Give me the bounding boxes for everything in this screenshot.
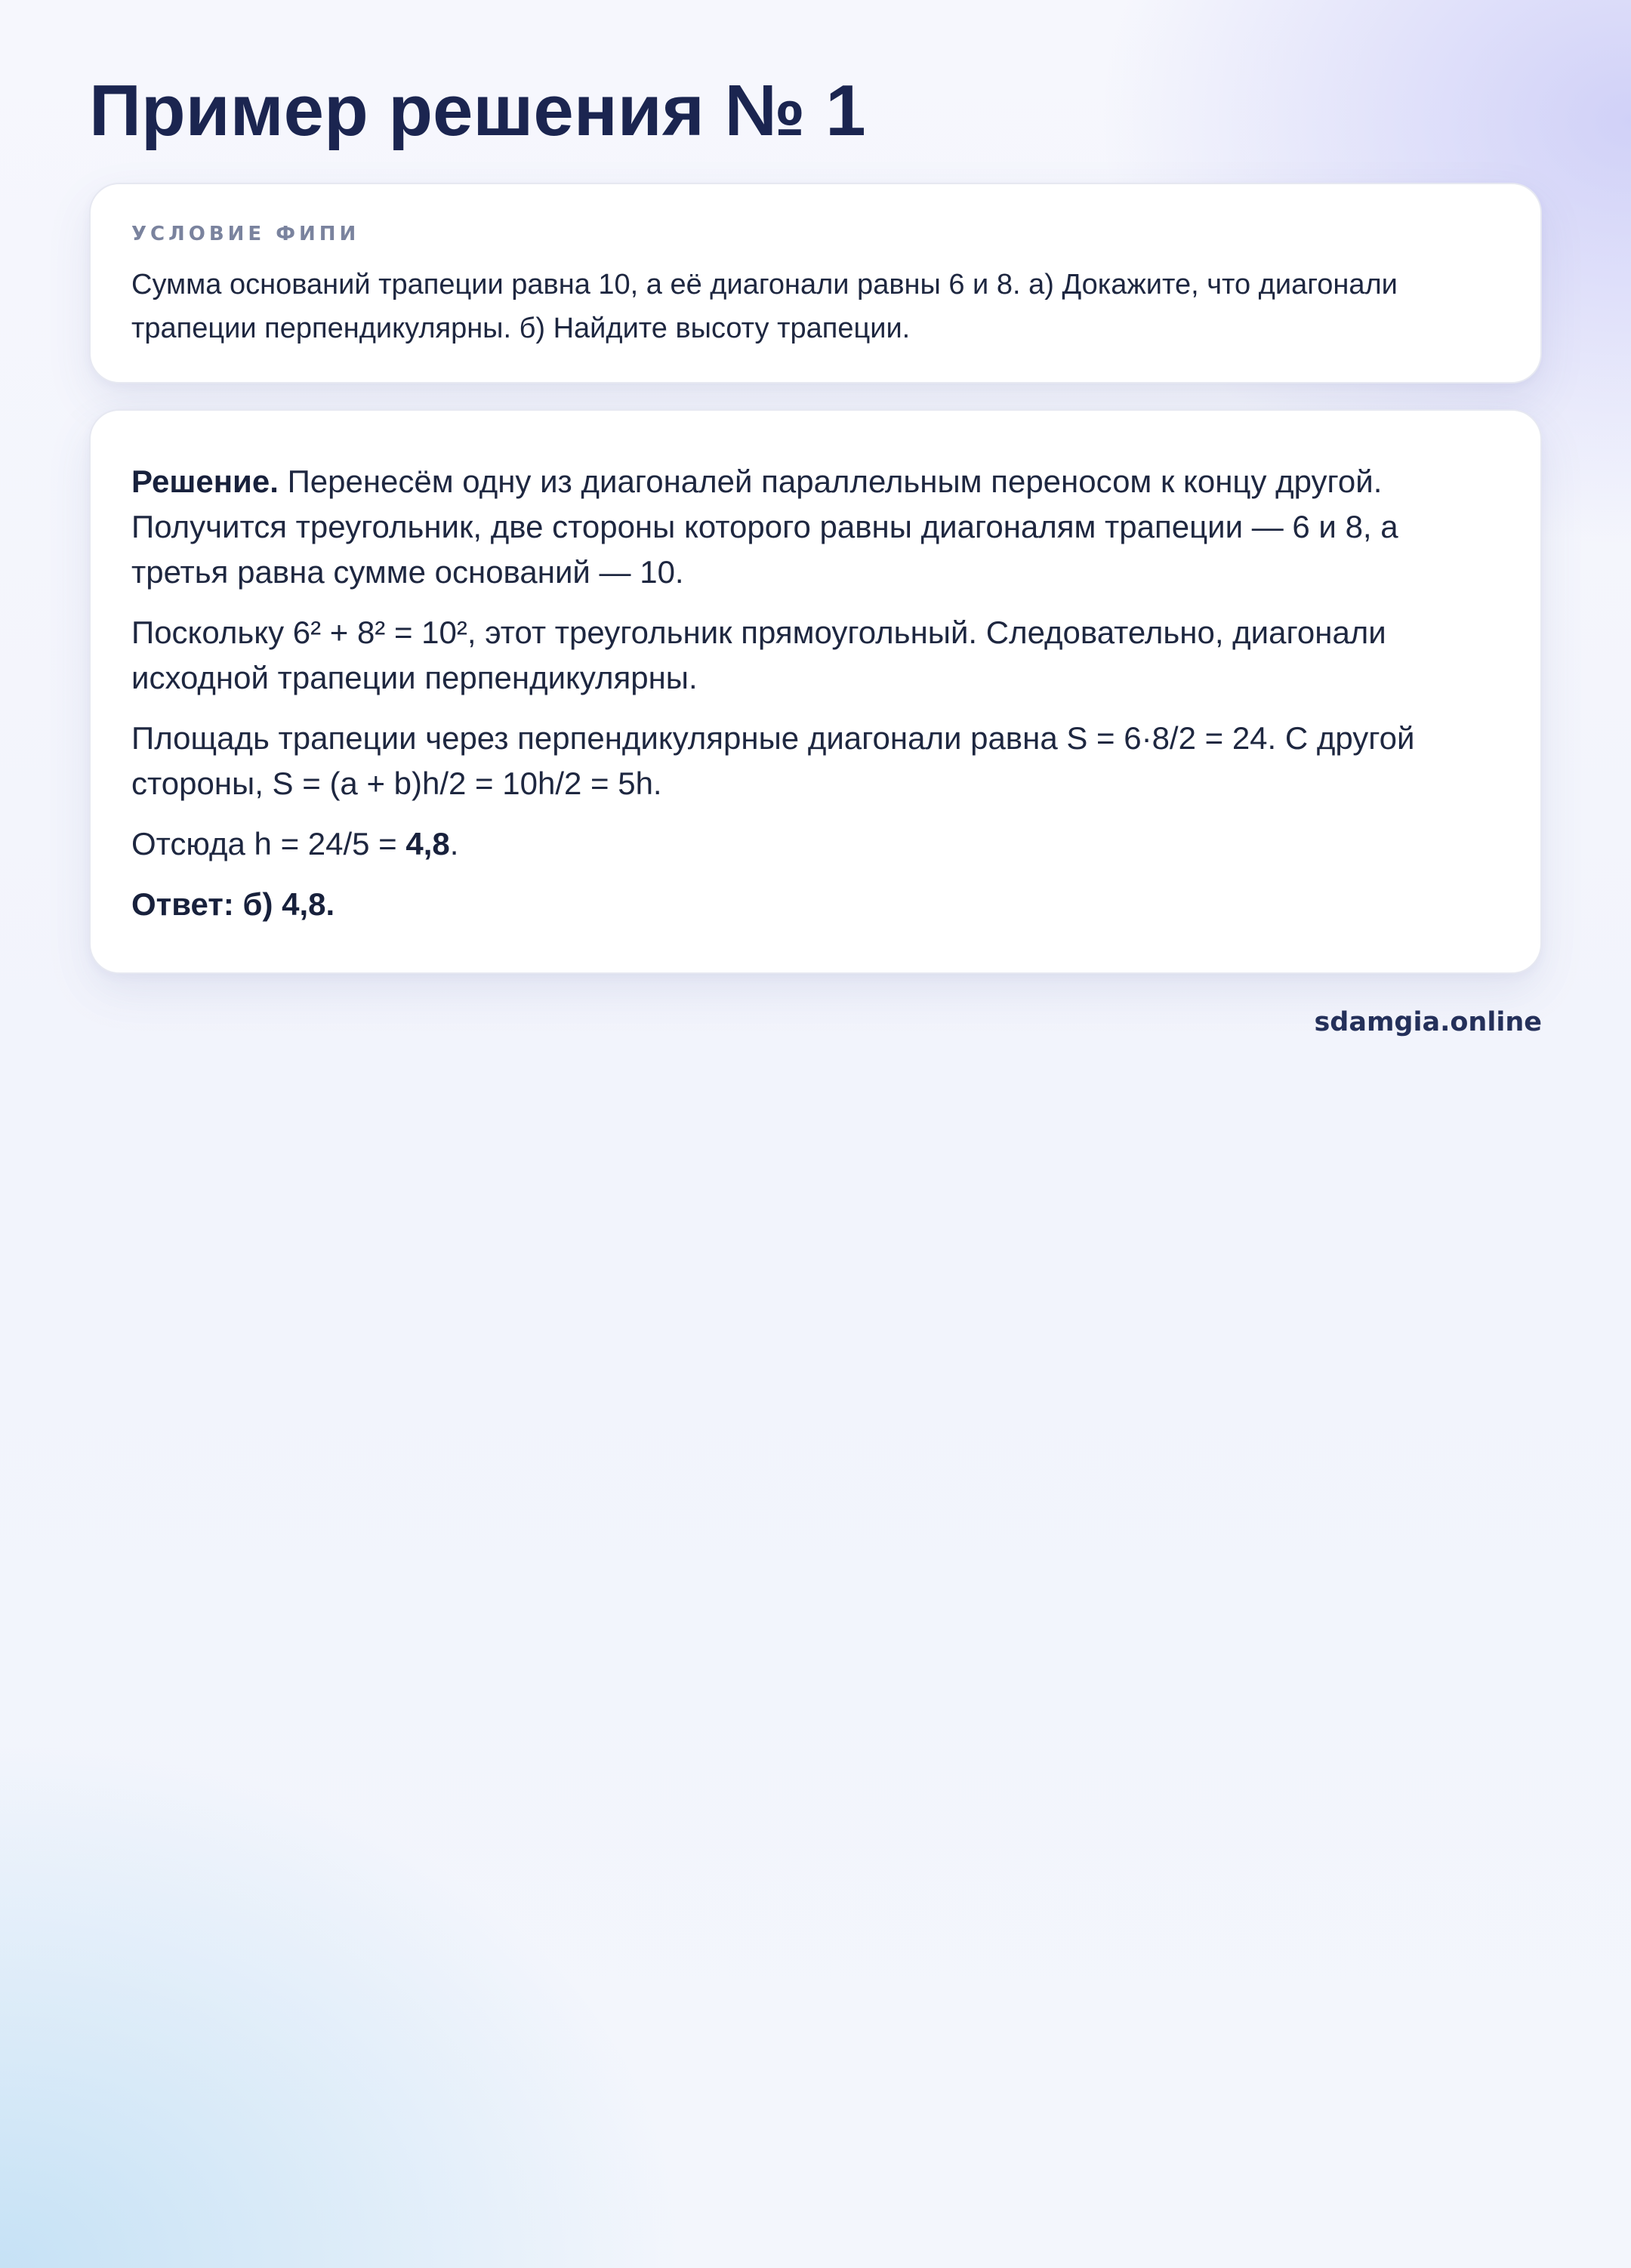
solution-paragraph-2: Поскольку 6² + 8² = 10², этот треугольник прямоугольный. Следовательно, диагонали исходной трапеции перпендикулярны.	[131, 615, 1386, 695]
answer	[131, 882, 1500, 927]
condition-label: УСЛОВИЕ ФИПИ	[131, 223, 360, 245]
result-value: 4,8	[405, 826, 450, 861]
answer-text: Ответ: б) 4,8.	[131, 886, 335, 922]
condition-text: Сумма оснований трапеции равна 10, а её диагонали равны 6 и 8. а) Докажите, что диагонали трапеции перпендикулярны. б) Найдите высоту трапеции.	[131, 269, 1398, 344]
solution-paragraph-3: Площадь трапеции через перпендикулярные диагонали равна S = 6·8/2 = 24. С другой стороны, S = (a + b)h/2 = 10h/2 = 5h.	[131, 720, 1415, 801]
footer-brand: sdamgia.online	[1314, 1007, 1542, 1037]
solution-paragraph-1	[131, 459, 1500, 595]
solution-card	[89, 409, 1542, 974]
result-prefix: Отсюда h = 24/5 =	[131, 826, 406, 861]
condition-card	[89, 183, 1542, 384]
solution-intro-text: Перенесём одну из диагоналей параллельным переносом к концу другой. Получится треугольник, две стороны которого равны диагоналям трапеции — 6 и 8, а третья равна сумме оснований — 10.	[131, 464, 1398, 590]
result-suffix: .	[449, 826, 459, 861]
page-title: Пример решения № 1	[89, 70, 866, 151]
solution-label: Решение.	[131, 464, 279, 499]
solution-result	[131, 821, 1500, 867]
